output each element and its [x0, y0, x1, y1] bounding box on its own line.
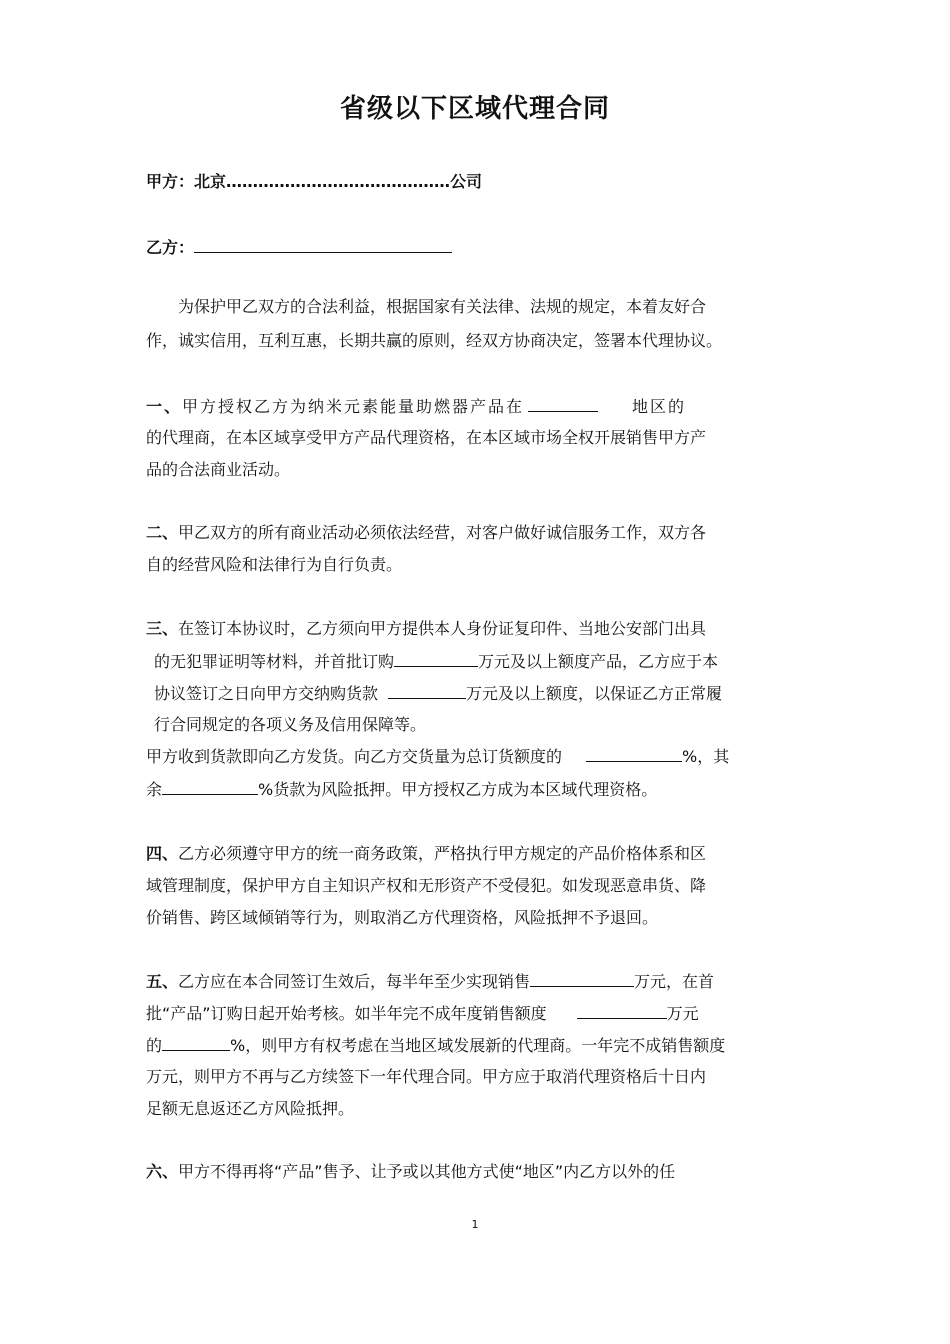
s3-text-2b: 万元及以上额度产品，乙方应于本 [478, 652, 719, 671]
s5-number: 五、 [146, 972, 179, 991]
s3-number: 三、 [146, 619, 179, 638]
s3-delivery-percent-blank [586, 745, 682, 762]
s3-text-6b: %货款为风险抵押。甲方授权乙方成为本区域代理资格。 [258, 780, 658, 799]
s5-text-2b: 万元 [666, 1004, 699, 1023]
s5-text-2a: 批“产品”订购日起开始考核。如半年完不成年度销售额度 [146, 1004, 547, 1023]
s5-line-4: 万元，则甲方不再与乙方续签下一年代理合同。甲方应于取消代理资格后十日内 [146, 1067, 707, 1086]
s2-number: 二、 [146, 523, 179, 542]
s5-text-3a: 的 [146, 1036, 163, 1055]
s2-text-1: 甲乙双方的所有商业活动必须依法经营，对客户做好诚信服务工作，双方各 [178, 523, 707, 542]
s5-annual-sales-blank [577, 1002, 667, 1019]
s4-text-1: 乙方必须遵守甲方的统一商务政策，严格执行甲方规定的产品价格体系和区 [178, 844, 707, 863]
s3-line-1 [146, 618, 706, 640]
s6-line-1 [146, 1161, 675, 1183]
s1-region-blank [528, 395, 598, 412]
s3-text-3a: 协议签订之日向甲方交纳购货款 [154, 684, 379, 703]
s5-line-3 [146, 1034, 725, 1057]
s5-text-1b: 万元，在首 [634, 972, 715, 991]
s3-deposit-percent-blank [162, 778, 258, 795]
s3-first-order-blank [394, 650, 478, 667]
s5-line-5: 足额无息返还乙方风险抵押。 [146, 1099, 355, 1118]
intro-line-2: 作，诚实信用，互利互惠，长期共赢的原则，经双方协商决定，签署本代理协议。 [146, 331, 723, 350]
s5-line-1 [146, 970, 714, 993]
s6-text-1: 甲方不得再将“产品”售予、让予或以其他方式使“地区”内乙方以外的任 [178, 1162, 676, 1181]
s1-line-3: 品的合法商业活动。 [146, 460, 291, 479]
s1-line-1 [146, 395, 686, 418]
s2-line-1 [146, 522, 706, 544]
party-b-label: 乙方： [146, 238, 195, 257]
s4-number: 四、 [146, 844, 179, 863]
s3-text-5a: 甲方收到货款即向乙方发货。向乙方交货量为总订货额度的 [146, 747, 563, 766]
s3-line-5 [146, 745, 729, 768]
s5-line-2 [146, 1002, 699, 1025]
s3-line-2 [154, 650, 718, 673]
s3-text-1: 在签订本协议时，乙方须向甲方提供本人身份证复印件、当地公安部门出具 [178, 619, 707, 638]
s3-text-2a: 的无犯罪证明等材料，并首批订购 [154, 652, 395, 671]
s1-text-1a: 甲方授权乙方为纳米元素能量助燃器产品在 [182, 397, 525, 416]
s3-text-5b: %，其 [682, 747, 730, 766]
s1-line-2: 的代理商，在本区域享受甲方产品代理资格，在本区域市场全权开展销售甲方产 [146, 428, 707, 447]
s6-number: 六、 [146, 1162, 179, 1181]
party-a-label: 甲方： [146, 172, 195, 191]
s3-line-3 [154, 682, 722, 705]
s2-line-2: 自的经营风险和法律行为自行负责。 [146, 555, 403, 574]
intro-line-1: 为保护甲乙双方的合法利益，根据国家有关法律、法规的规定，本着友好合 [178, 297, 707, 316]
s1-number: 一、 [146, 397, 183, 416]
s3-payment-blank [388, 682, 466, 699]
party-b-line [146, 236, 452, 259]
party-b-blank [194, 236, 452, 253]
page-number: 1 [471, 1218, 479, 1231]
s4-line-3: 价销售、跨区域倾销等行为，则取消乙方代理资格，风险抵押不予退回。 [146, 908, 659, 927]
s1-text-1b: 地区的 [632, 397, 687, 416]
s3-text-6a: 余 [146, 780, 163, 799]
s3-line-4: 行合同规定的各项义务及信用保障等。 [154, 715, 427, 734]
document-title: 省级以下区域代理合同 [339, 94, 610, 124]
party-a-value: 北京……………………………………公司 [194, 172, 483, 191]
s5-text-3b: %，则甲方有权考虑在当地区域发展新的代理商。一年完不成销售额度 [230, 1036, 726, 1055]
s5-percent-blank [162, 1034, 230, 1051]
s3-line-6 [146, 778, 657, 801]
s4-line-2: 域管理制度，保护甲方自主知识产权和无形资产不受侵犯。如发现恶意串货、降 [146, 876, 707, 895]
s5-text-1a: 乙方应在本合同签订生效后，每半年至少实现销售 [178, 972, 531, 991]
s4-line-1 [146, 843, 706, 865]
s5-half-year-sales-blank [530, 970, 634, 987]
party-a-line [146, 171, 482, 193]
s3-text-3b: 万元及以上额度，以保证乙方正常履 [466, 684, 723, 703]
